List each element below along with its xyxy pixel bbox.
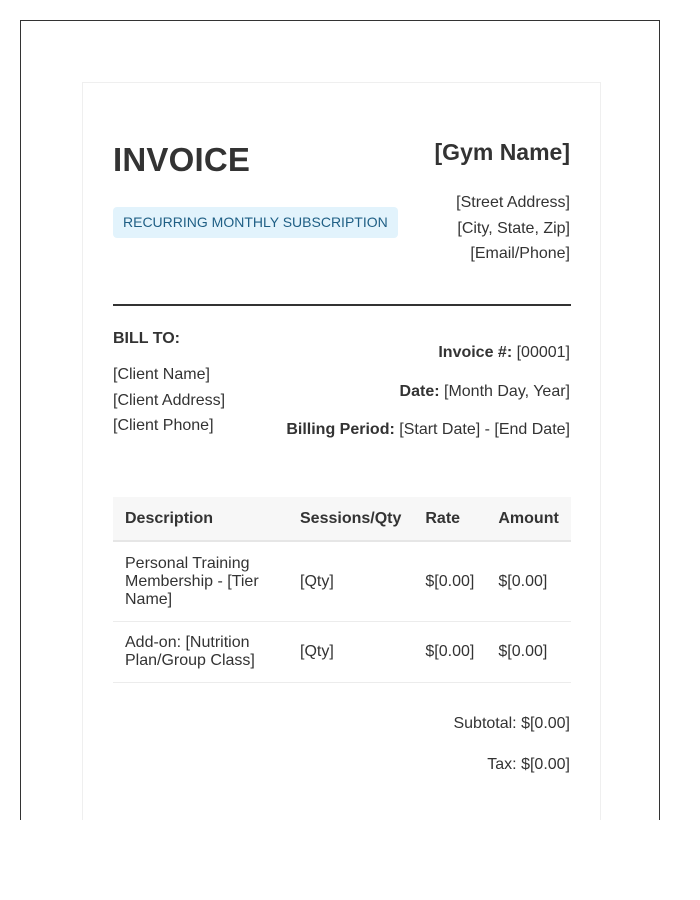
company-name: [Gym Name] bbox=[434, 139, 570, 165]
page-frame bbox=[20, 20, 660, 820]
subscription-badge: RECURRING MONTHLY SUBSCRIPTION bbox=[113, 207, 398, 238]
header-rate: Rate bbox=[413, 497, 486, 541]
client-name: [Client Name] bbox=[113, 366, 210, 383]
item-description: Add-on: [Nutrition Plan/Group Class] bbox=[113, 622, 288, 683]
client-phone: [Client Phone] bbox=[113, 417, 214, 434]
tax: Tax: $[0.00] bbox=[487, 756, 570, 773]
billing-period-label: Billing Period: bbox=[286, 421, 395, 438]
date-row bbox=[286, 383, 570, 401]
item-rate: $[0.00] bbox=[413, 622, 486, 683]
invoice-title: INVOICE bbox=[113, 141, 251, 178]
item-amount: $[0.00] bbox=[486, 541, 571, 622]
item-amount: $[0.00] bbox=[486, 622, 571, 683]
billing-period-value: [Start Date] - [End Date] bbox=[399, 421, 570, 438]
item-qty: [Qty] bbox=[288, 622, 413, 683]
header-description: Description bbox=[113, 497, 288, 541]
header-amount: Amount bbox=[486, 497, 571, 541]
invoice-meta bbox=[286, 344, 570, 460]
invoice-number-row bbox=[286, 344, 570, 362]
item-qty: [Qty] bbox=[288, 541, 413, 622]
date-value: [Month Day, Year] bbox=[444, 382, 570, 400]
item-rate: $[0.00] bbox=[413, 541, 486, 622]
header-sessions-qty: Sessions/Qty bbox=[288, 497, 413, 541]
invoice-card bbox=[82, 82, 601, 820]
bill-to-section bbox=[113, 330, 225, 439]
invoice-number-value: [00001] bbox=[516, 344, 570, 361]
client-address: [Client Address] bbox=[113, 391, 226, 409]
bill-to-heading: BILL TO: bbox=[113, 330, 180, 347]
subtotal: Subtotal: $[0.00] bbox=[453, 715, 570, 732]
invoice-number-label: Invoice #: bbox=[438, 344, 513, 361]
header-divider bbox=[113, 304, 571, 306]
totals-section bbox=[453, 714, 570, 796]
company-contact: [Email/Phone] bbox=[470, 245, 570, 262]
company-city: [City, State, Zip] bbox=[457, 219, 570, 237]
billing-period-row bbox=[286, 421, 570, 439]
company-info bbox=[435, 139, 570, 267]
table-row bbox=[113, 622, 571, 683]
item-description: Personal Training Membership - [Tier Name] bbox=[113, 541, 288, 622]
date-label: Date: bbox=[399, 382, 440, 400]
company-street: [Street Address] bbox=[456, 194, 570, 211]
line-items-table bbox=[113, 497, 571, 683]
table-row bbox=[113, 541, 571, 622]
table-header-row bbox=[113, 497, 571, 541]
